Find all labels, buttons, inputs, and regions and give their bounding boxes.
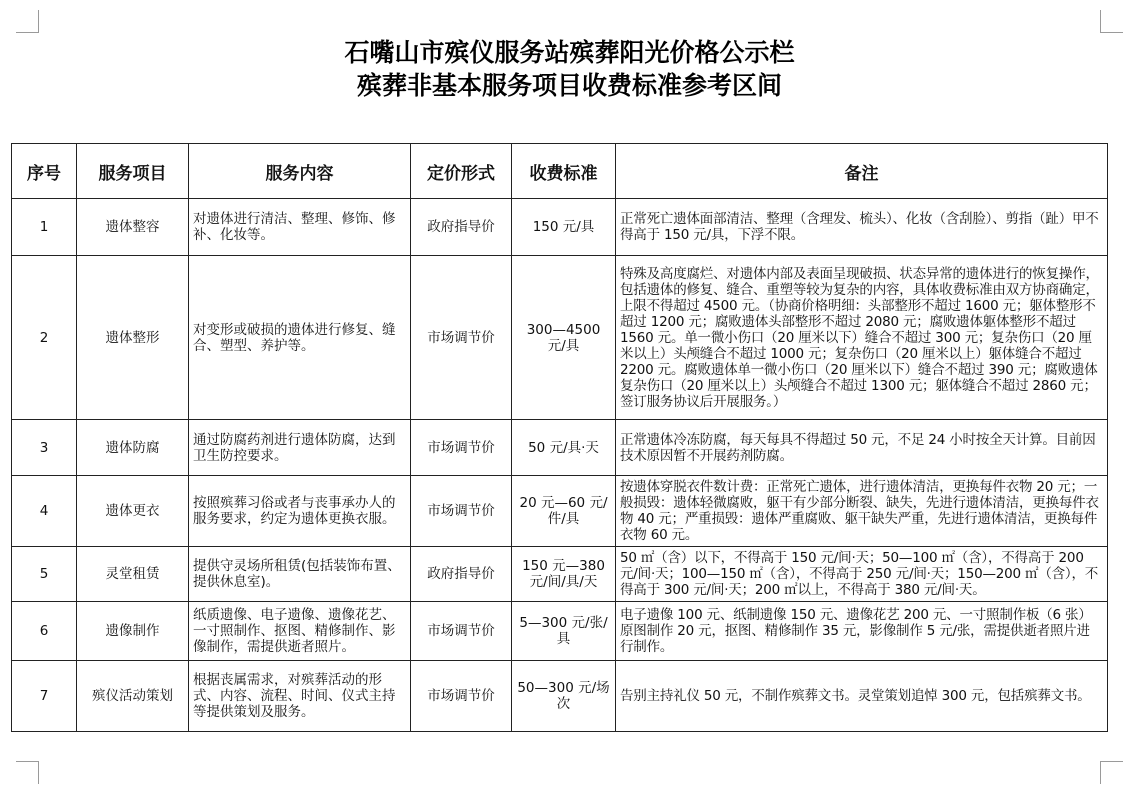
cell-item: 遗体整形 <box>77 256 189 420</box>
cell-note: 正常遗体冷冻防腐，每天每具不得超过 50 元，不足 24 小时按全天计算。目前因技术原因暂不开展药剂防腐。 <box>616 420 1108 476</box>
cell-fee: 50 元/具·天 <box>512 420 616 476</box>
cell-pricing: 市场调节价 <box>411 661 512 732</box>
cell-content: 按照殡葬习俗或者与丧事承办人的服务要求，约定为遗体更换衣服。 <box>189 476 411 547</box>
table-row <box>12 199 1108 256</box>
cell-item: 遗体防腐 <box>77 420 189 476</box>
table-row <box>12 661 1108 732</box>
cell-content: 提供守灵场所租赁(包括装饰布置、提供休息室)。 <box>189 547 411 602</box>
header-no: 序号 <box>12 144 77 199</box>
cell-item: 遗体整容 <box>77 199 189 256</box>
cell-content: 纸质遗像、电子遗像、遗像花艺、一寸照制作、抠图、精修制作、影像制作，需提供逝者照片。 <box>189 602 411 661</box>
cell-note: 50 ㎡（含）以下，不得高于 150 元/间·天；50—100 ㎡（含），不得高于 200 元/间·天；100—150 ㎡（含），不得高于 250 元/间·天；150—200 ㎡（含），不得高于 300 元/间·天；200 ㎡以上，不得高于 380 元/间·天。 <box>616 547 1108 602</box>
cell-note: 电子遗像 100 元、纸制遗像 150 元、遗像花艺 200 元、一寸照制作板（6 张）原图制作 20 元，抠图、精修制作 35 元，影像制作 5 元/张，需提供逝者照片进行制作。 <box>616 602 1108 661</box>
cell-no: 7 <box>12 661 77 732</box>
cell-fee: 5—300 元/张/具 <box>512 602 616 661</box>
header-pricing: 定价形式 <box>411 144 512 199</box>
cell-no: 3 <box>12 420 77 476</box>
cell-item: 灵堂租赁 <box>77 547 189 602</box>
header-item: 服务项目 <box>77 144 189 199</box>
cell-no: 5 <box>12 547 77 602</box>
cell-no: 6 <box>12 602 77 661</box>
cell-note: 告别主持礼仪 50 元，不制作殡葬文书。灵堂策划追悼 300 元，包括殡葬文书。 <box>616 661 1108 732</box>
cell-no: 2 <box>12 256 77 420</box>
cell-pricing: 政府指导价 <box>411 199 512 256</box>
cell-no: 1 <box>12 199 77 256</box>
cell-note: 特殊及高度腐烂、对遗体内部及表面呈现破损、状态异常的遗体进行的恢复操作，包括遗体的修复、缝合、重塑等较为复杂的内容，具体收费标准由双方协商确定，上限不得超过 4500 元。（协商价格明细：头部整形不超过 1600 元；躯体整形不超过 1200 元；腐败遗体头部整形不超过 2080 元；腐败遗体躯体整形不超过 1560 元。单一微小伤口（20 厘米以下）缝合不超过 300 元；复杂伤口（20 厘米以上）头颅缝合不超过 1000 元；复杂伤口（20 厘米以上）躯体缝合不超过 2200 元。腐败遗体单一微小伤口（20 厘米以下）缝合不超过 390 元；腐败遗体复杂伤口（20 厘米以上）头颅缝合不超过 1300 元；躯体缝合不超过 2860 元；签订服务协议后开展服务。） <box>616 256 1108 420</box>
table-row <box>12 547 1108 602</box>
cell-pricing: 市场调节价 <box>411 602 512 661</box>
fee-table <box>11 143 1108 732</box>
cell-fee: 300—4500 元/具 <box>512 256 616 420</box>
crop-mark-top-right <box>1100 10 1123 33</box>
cell-item: 遗体更衣 <box>77 476 189 547</box>
header-fee: 收费标准 <box>512 144 616 199</box>
page-subtitle: 殡葬非基本服务项目收费标准参考区间 <box>356 71 782 100</box>
crop-mark-bottom-left <box>16 761 39 784</box>
cell-content: 通过防腐药剂进行遗体防腐，达到卫生防控要求。 <box>189 420 411 476</box>
header-content: 服务内容 <box>189 144 411 199</box>
cell-pricing: 市场调节价 <box>411 476 512 547</box>
cell-note: 按遗体穿脱衣件数计费：正常死亡遗体，进行遗体清洁，更换每件衣物 20 元；一般损毁：遗体轻微腐败，躯干有少部分断裂、缺失，先进行遗体清洁，更换每件衣物 40 元；严重损毁：遗体严重腐败、躯干缺失严重，先进行遗体清洁，更换每件衣物 60 元。 <box>616 476 1108 547</box>
cell-fee: 20 元—60 元/件/具 <box>512 476 616 547</box>
cell-pricing: 市场调节价 <box>411 256 512 420</box>
page-title: 石嘴山市殡仪服务站殡葬阳光价格公示栏 <box>344 38 795 67</box>
header-note: 备注 <box>616 144 1108 199</box>
cell-content: 根据丧属需求，对殡葬活动的形式、内容、流程、时间、仪式主持等提供策划及服务。 <box>189 661 411 732</box>
table-row <box>12 420 1108 476</box>
crop-mark-top-left <box>16 10 39 33</box>
cell-fee: 150 元/具 <box>512 199 616 256</box>
cell-note: 正常死亡遗体面部清洁、整理（含理发、梳头）、化妆（含刮脸）、剪指（趾）甲不得高于 150 元/具，下浮不限。 <box>616 199 1108 256</box>
cell-pricing: 市场调节价 <box>411 420 512 476</box>
cell-no: 4 <box>12 476 77 547</box>
table-row <box>12 476 1108 547</box>
header-row <box>12 144 1108 199</box>
table-row <box>12 256 1108 420</box>
cell-item: 遗像制作 <box>77 602 189 661</box>
cell-content: 对遗体进行清洁、整理、修饰、修补、化妆等。 <box>189 199 411 256</box>
crop-mark-bottom-right <box>1100 761 1123 784</box>
cell-pricing: 政府指导价 <box>411 547 512 602</box>
cell-fee: 50—300 元/场次 <box>512 661 616 732</box>
cell-item: 殡仪活动策划 <box>77 661 189 732</box>
cell-fee: 150 元—380 元/间/具/天 <box>512 547 616 602</box>
table-row <box>12 602 1108 661</box>
cell-content: 对变形或破损的遗体进行修复、缝合、塑型、养护等。 <box>189 256 411 420</box>
